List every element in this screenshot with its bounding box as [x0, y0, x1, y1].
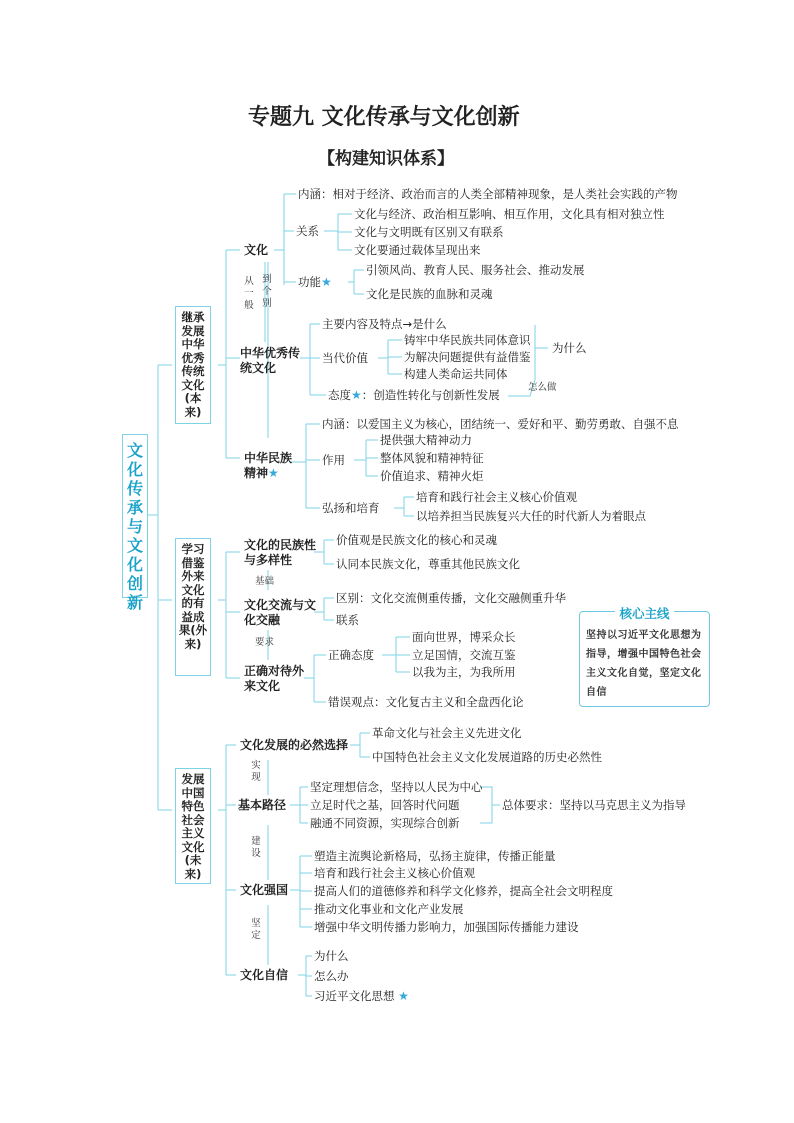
node-dangdai: 当代价值 [322, 351, 368, 365]
zuoyong-item: 提供强大精神动力 [380, 433, 472, 447]
node-zq-taidu: 正确态度 [328, 648, 374, 662]
qiangguo-item: 推动文化事业和文化产业发展 [314, 902, 464, 916]
label-dao-gebie: 到个别 [262, 274, 272, 309]
node-cuowu: 错误观点：文化复古主义和全盘西化论 [328, 695, 524, 709]
gongneng-item: 引领风尚、教育人民、服务社会、推动发展 [366, 263, 585, 277]
zixin-item: 怎么办 [314, 969, 349, 983]
gongneng-label: 功能 [298, 275, 321, 289]
lujing-item: 融通不同资源，实现综合创新 [310, 816, 460, 830]
bixuan-item: 革命文化与社会主义先进文化 [372, 726, 522, 740]
zq-taidu-item: 立足国情，交流互鉴 [412, 648, 516, 662]
node-jingshen [244, 451, 294, 481]
node-hongyang: 弘扬和培育 [322, 501, 380, 515]
core-text: 坚持以习近平文化思想为指导，增强中国特色社会主义文化自觉，坚定文化自信 [586, 630, 702, 698]
lujing-item: 坚定理想信念，坚持以人民为中心 [310, 780, 483, 794]
node-zuoyong: 作用 [322, 453, 345, 467]
zixin-item-xi [314, 989, 409, 1003]
node-taidu [328, 388, 500, 402]
taidu-text: ：创造性转化与创新性发展 [361, 388, 500, 402]
taidu-label: 态度 [328, 388, 351, 402]
core-title-text: 核心主线 [615, 606, 673, 621]
label-shixian: 实现 [251, 760, 261, 783]
qiangguo-item: 提高人们的道德修养和科学文化修养，提高全社会文明程度 [314, 884, 613, 898]
label-cong-yiban: 从一般 [244, 276, 254, 311]
minzu-item: 价值观是民族文化的核心和灵魂 [336, 533, 497, 547]
core-mainline-box [579, 606, 710, 707]
node-lianxi: 联系 [336, 613, 359, 627]
node-neihan: 内涵：相对于经济、政治而言的人类全部精神现象，是人类社会实践的产物 [298, 187, 678, 201]
zuoyong-item: 价值追求、精神火炬 [380, 469, 484, 483]
hongyang-item: 培育和践行社会主义核心价值观 [416, 490, 577, 504]
node-zhengque: 正确对待外来文化 [244, 664, 305, 693]
dangdai-item: 构建人类命运共同体 [404, 367, 508, 381]
node-jiaoliu: 文化交流与文化交融 [244, 598, 317, 627]
star-icon: ★ [268, 466, 279, 480]
zq-taidu-item: 面向世界，博采众长 [412, 630, 516, 644]
node-wenhua: 文化 [244, 243, 269, 257]
core-title [580, 603, 709, 622]
label-jichu: 基础 [255, 576, 275, 587]
guanxi-item: 文化与经济、政治相互影响、相互作用，文化具有相对独立性 [354, 207, 665, 221]
node-guanxi: 关系 [296, 224, 319, 238]
section-box-foreign: 学习借鉴外来文化的有益成果(外来) [175, 538, 211, 676]
dangdai-item: 为解决问题提供有益借鉴 [404, 350, 531, 364]
label-yaoqiu: 要求 [255, 637, 275, 648]
node-gongneng [298, 275, 332, 289]
label-jianshe: 建设 [251, 836, 261, 859]
lujing-item: 立足时代之基，回答时代问题 [310, 798, 460, 812]
guanxi-item: 文化要通过载体呈现出来 [354, 243, 481, 257]
jingshen-label: 中华民族精神 [244, 451, 293, 480]
label-jianding: 坚定 [251, 918, 261, 941]
node-qubie: 区别：文化交流侧重传播，文化交融侧重升华 [336, 591, 566, 605]
label-zenmezuo: 怎么做 [528, 382, 557, 393]
star-icon: ★ [321, 275, 332, 289]
section-box-future: 发展中国特色社会主义文化(未来) [175, 768, 211, 884]
star-icon: ★ [351, 388, 362, 402]
node-qiangguo: 文化强国 [240, 883, 289, 897]
node-lujing: 基本路径 [238, 798, 287, 812]
section-box-tradition: 继承发展中华优秀传统文化(本来) [175, 306, 211, 424]
node-minzu: 文化的民族性与多样性 [244, 538, 317, 567]
node-bixuan: 文化发展的必然选择 [240, 738, 349, 752]
hongyang-item: 以培养担当民族复兴大任的时代新人为着眼点 [416, 509, 646, 523]
zq-taidu-item: 以我为主，为我所用 [412, 665, 516, 679]
bixuan-item: 中国特色社会主义文化发展道路的历史必然性 [372, 750, 602, 764]
zixin-item: 为什么 [314, 949, 349, 963]
node-zixin: 文化自信 [240, 968, 289, 982]
label-weishenme: 为什么 [552, 341, 587, 355]
node-chuantong: 中华优秀传统文化 [240, 346, 301, 375]
dangdai-item: 铸牢中华民族共同体意识 [404, 333, 531, 347]
gongneng-item: 文化是民族的血脉和灵魂 [366, 287, 493, 301]
qiangguo-item: 增强中华文明传播力影响力，加强国际传播能力建设 [314, 920, 579, 934]
page-title: 专题九 文化传承与文化创新 [248, 105, 520, 130]
guanxi-item: 文化与文明既有区别又有联系 [354, 225, 504, 239]
qiangguo-item: 培育和践行社会主义核心价值观 [314, 866, 475, 880]
node-zhuyao: 主要内容及特点→是什么 [322, 317, 447, 331]
qiangguo-item: 塑造主流舆论新格局，弘扬主旋律，传播正能量 [314, 849, 556, 863]
root-node: 文化传承与文化创新 [122, 434, 148, 598]
star-icon: ★ [398, 989, 409, 1003]
zuoyong-item: 整体风貌和精神特征 [380, 451, 484, 465]
node-js-neihan: 内涵：以爱国主义为核心，团结统一、爱好和平、勤劳勇敢、自强不息 [322, 417, 679, 431]
page-subtitle: 【构建知识体系】 [318, 149, 454, 169]
node-zongti: 总体要求：坚持以马克思主义为指导 [502, 798, 686, 812]
minzu-item: 认同本民族文化，尊重其他民族文化 [336, 557, 520, 571]
zixin-xi-label: 习近平文化思想 [314, 989, 395, 1003]
